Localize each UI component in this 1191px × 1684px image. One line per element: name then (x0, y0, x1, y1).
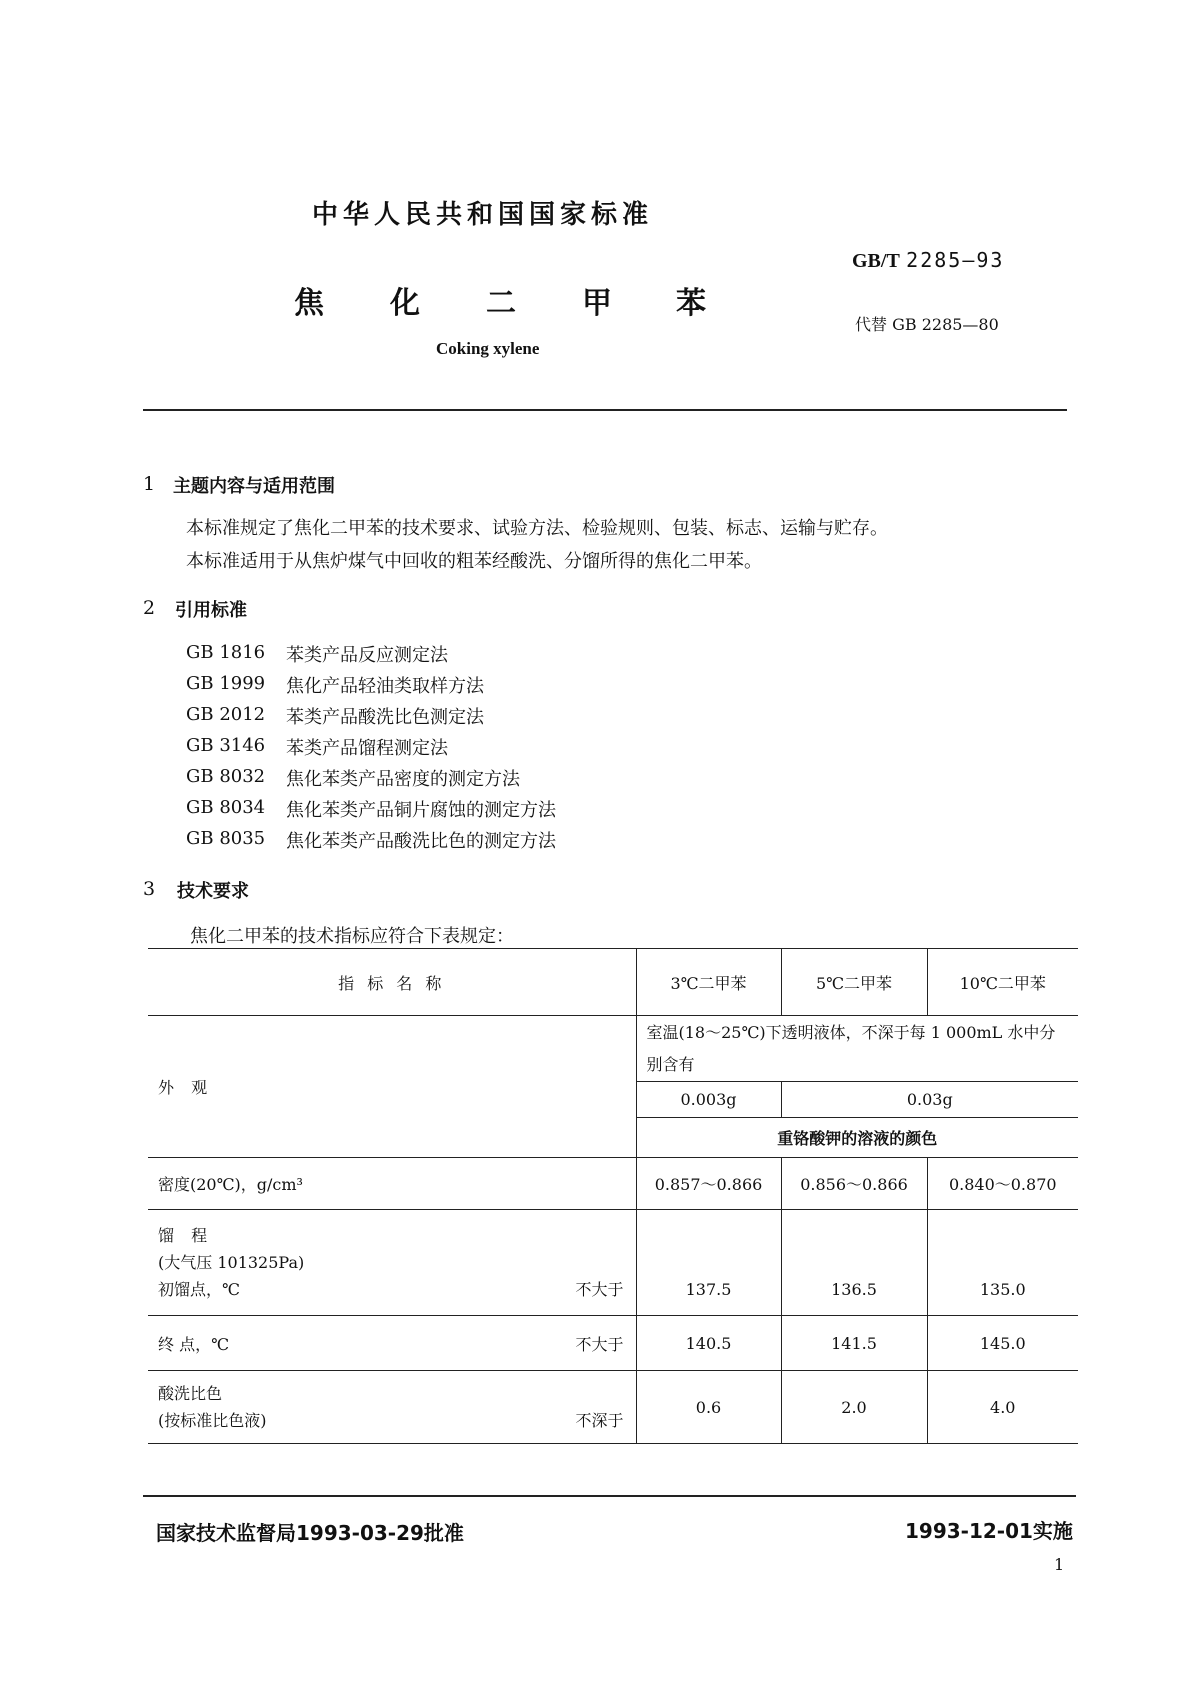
ref-code: GB 1999 (186, 673, 266, 694)
table-row (148, 1371, 1078, 1444)
initial-bp-value: 136.5 (781, 1210, 927, 1316)
footer-divider (143, 1495, 1076, 1497)
ref-code: GB 3146 (186, 735, 266, 756)
ref-code: GB 2012 (186, 704, 266, 725)
distillation-cell (148, 1210, 636, 1316)
table-row (148, 1016, 1078, 1082)
section-1-number: 1 (143, 473, 156, 495)
distillation-sublabel: (大气压 101325Pa) (158, 1253, 305, 1272)
section-3-number: 3 (143, 878, 156, 900)
section-2-number: 2 (143, 597, 156, 619)
section-1-paragraph: 本标准规定了焦化二甲苯的技术要求、试验方法、检验规则、包装、标志、运输与贮存。 (186, 518, 888, 539)
end-point-value: 145.0 (927, 1316, 1078, 1371)
document-title-en: Coking xylene (436, 339, 540, 358)
ref-code: GB 8032 (186, 766, 266, 787)
end-point-value: 140.5 (636, 1316, 781, 1371)
appearance-desc: 室温(18～25℃)下透明液体，不深于每 1 000mL 水中分别含有 (636, 1016, 1078, 1082)
acid-wash-line (158, 1407, 636, 1434)
end-point-limit: 不大于 (575, 1334, 624, 1354)
ref-code: GB 1816 (186, 642, 266, 663)
acid-wash-label: 酸洗比色 (158, 1384, 223, 1403)
acid-wash-limit: 不深于 (575, 1411, 624, 1430)
spec-table (148, 948, 1078, 1444)
initial-bp-limit: 不大于 (575, 1280, 624, 1299)
appearance-value: 0.03g (781, 1082, 1078, 1118)
section-3-title: 技术要求 (177, 881, 249, 902)
page-number: 1 (1054, 1555, 1065, 1574)
acid-wash-value: 2.0 (781, 1371, 927, 1444)
ref-title: 苯类产品酸洗比色测定法 (286, 707, 484, 728)
end-point-cell (148, 1316, 636, 1371)
ref-code: GB 8035 (186, 828, 266, 849)
ref-title: 焦化苯类产品密度的测定方法 (286, 769, 520, 790)
initial-bp-line (158, 1276, 636, 1303)
table-row (148, 1316, 1078, 1371)
replaces-note: 代替 GB 2285—80 (855, 315, 999, 334)
initial-bp-value: 135.0 (927, 1210, 1078, 1316)
acid-wash-value: 4.0 (927, 1371, 1078, 1444)
appearance-note: 重铬酸钾的溶液的颜色 (636, 1118, 1078, 1158)
standard-code (852, 248, 1004, 273)
title-char: 化 (390, 286, 420, 321)
header-divider (143, 409, 1067, 411)
ref-title: 焦化苯类产品酸洗比色的测定方法 (286, 831, 556, 852)
acid-wash-sublabel: (按标准比色液) (158, 1411, 267, 1430)
title-char: 苯 (676, 286, 706, 321)
ref-title: 焦化苯类产品铜片腐蚀的测定方法 (286, 800, 556, 821)
initial-bp-label: 初馏点，℃ (158, 1280, 240, 1299)
effective-date: 1993-12-01实施 (905, 1519, 1073, 1543)
table-header-col: 5℃二甲苯 (781, 949, 927, 1016)
approval-note: 国家技术监督局1993-03-29批准 (156, 1521, 464, 1545)
acid-wash-cell (148, 1371, 636, 1444)
end-point-label: 终 点，℃ (158, 1334, 229, 1354)
ref-title: 焦化产品轻油类取样方法 (286, 676, 484, 697)
table-header-col: 10℃二甲苯 (927, 949, 1078, 1016)
distillation-label: 馏 程 (158, 1226, 214, 1245)
density-value: 0.840～0.870 (927, 1158, 1078, 1210)
appearance-label: 外 观 (148, 1016, 636, 1158)
density-label: 密度(20℃)，g/cm³ (148, 1158, 636, 1210)
section-1-paragraph: 本标准适用于从焦炉煤气中回收的粗苯经酸洗、分馏所得的焦化二甲苯。 (186, 551, 762, 572)
density-value: 0.856～0.866 (781, 1158, 927, 1210)
standard-code-number: 2285—93 (906, 248, 1005, 272)
ref-code: GB 8034 (186, 797, 266, 818)
table-header-col: 3℃二甲苯 (636, 949, 781, 1016)
table-header-name: 指 标 名 称 (148, 949, 636, 1016)
national-standard-heading: 中华人民共和国国家标准 (312, 200, 654, 230)
section-1-title: 主题内容与适用范围 (173, 476, 335, 497)
initial-bp-value: 137.5 (636, 1210, 781, 1316)
standard-code-prefix: GB/T (852, 250, 900, 272)
ref-title: 苯类产品馏程测定法 (286, 738, 448, 759)
title-char: 甲 (582, 286, 612, 321)
title-char: 焦 (294, 286, 324, 321)
density-value: 0.857～0.866 (636, 1158, 781, 1210)
table-row (148, 1158, 1078, 1210)
title-char: 二 (486, 286, 516, 321)
section-2-title: 引用标准 (175, 600, 247, 621)
appearance-value: 0.003g (636, 1082, 781, 1118)
acid-wash-value: 0.6 (636, 1371, 781, 1444)
table-header-row (148, 949, 1078, 1016)
end-point-value: 141.5 (781, 1316, 927, 1371)
section-3-intro: 焦化二甲苯的技术指标应符合下表规定： (190, 926, 514, 947)
table-row (148, 1210, 1078, 1316)
ref-title: 苯类产品反应测定法 (286, 645, 448, 666)
